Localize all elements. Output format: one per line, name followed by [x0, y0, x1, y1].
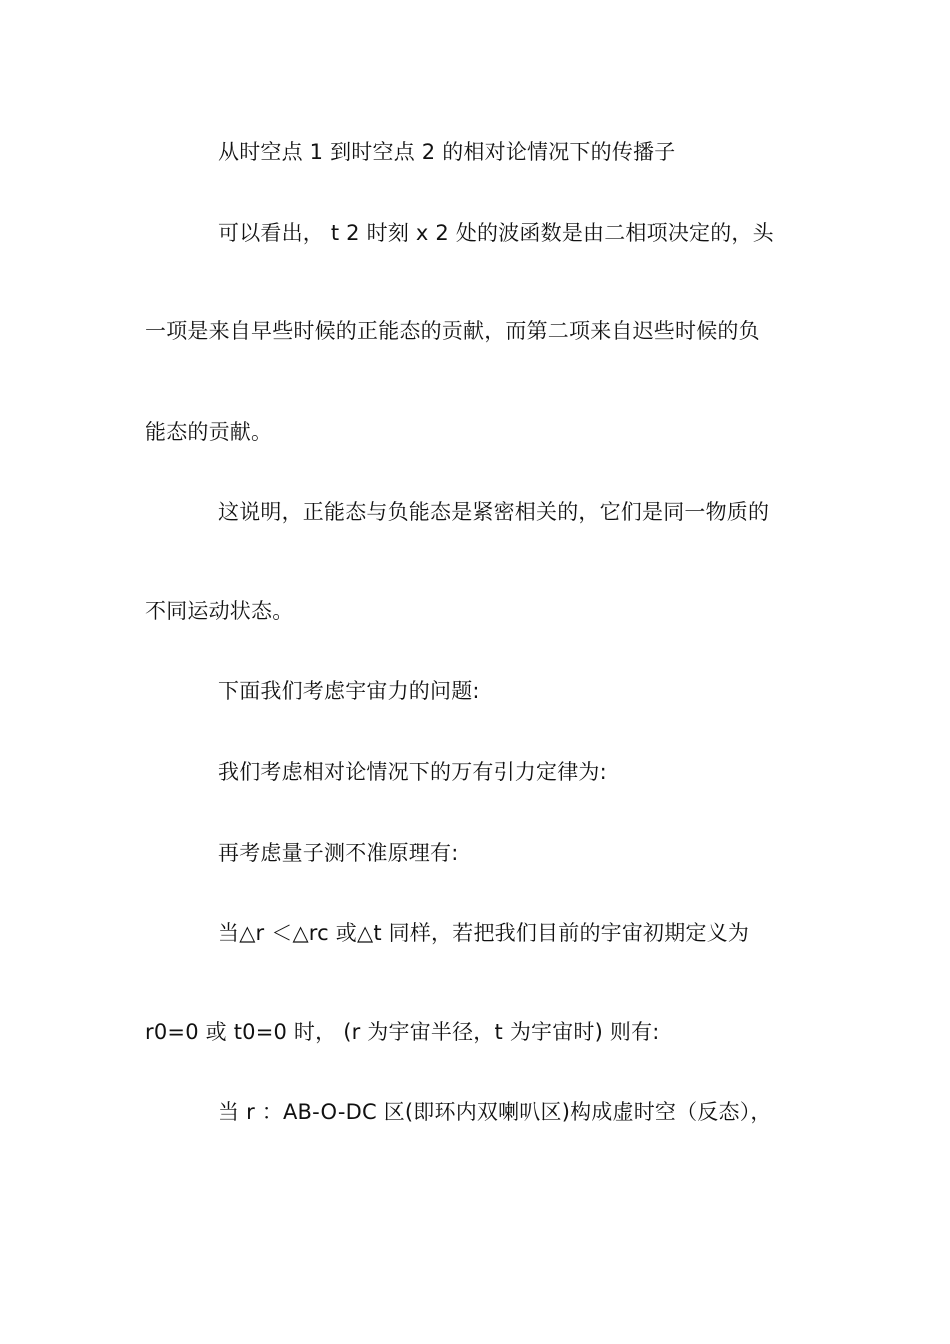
text-line-energy-states: 一项是来自早些时候的正能态的贡献，而第二项来自迟些时候的负: [145, 319, 760, 343]
text-line-universe-definition: 当△r ＜△rc 或△t 同样，若把我们目前的宇宙初期定义为: [218, 921, 750, 945]
text-line-wavefunction: 可以看出， t 2 时刻 x 2 处的波函数是由二相项决定的，头: [218, 221, 774, 245]
text-line-explanation: 这说明，正能态与负能态是紧密相关的，它们是同一物质的: [218, 500, 770, 524]
text-line-gravitation-law: 我们考虑相对论情况下的万有引力定律为:: [218, 760, 607, 784]
text-line-radius-time: r0=0 或 t0=0 时， (r 为宇宙半径，t 为宇宙时) 则有:: [145, 1020, 660, 1044]
text-line-motion-states: 不同运动状态。: [145, 599, 294, 623]
text-line-uncertainty: 再考虑量子测不准原理有:: [218, 841, 459, 865]
text-line-virtual-spacetime: 当 r ：AB-O-DC 区(即环内双喇叭区)构成虚时空（反态），: [218, 1100, 772, 1124]
text-line-propagator: 从时空点 1 到时空点 2 的相对论情况下的传播子: [218, 140, 676, 164]
text-line-cosmic-force: 下面我们考虑宇宙力的问题:: [218, 679, 480, 703]
text-line-contribution: 能态的贡献。: [145, 420, 273, 444]
